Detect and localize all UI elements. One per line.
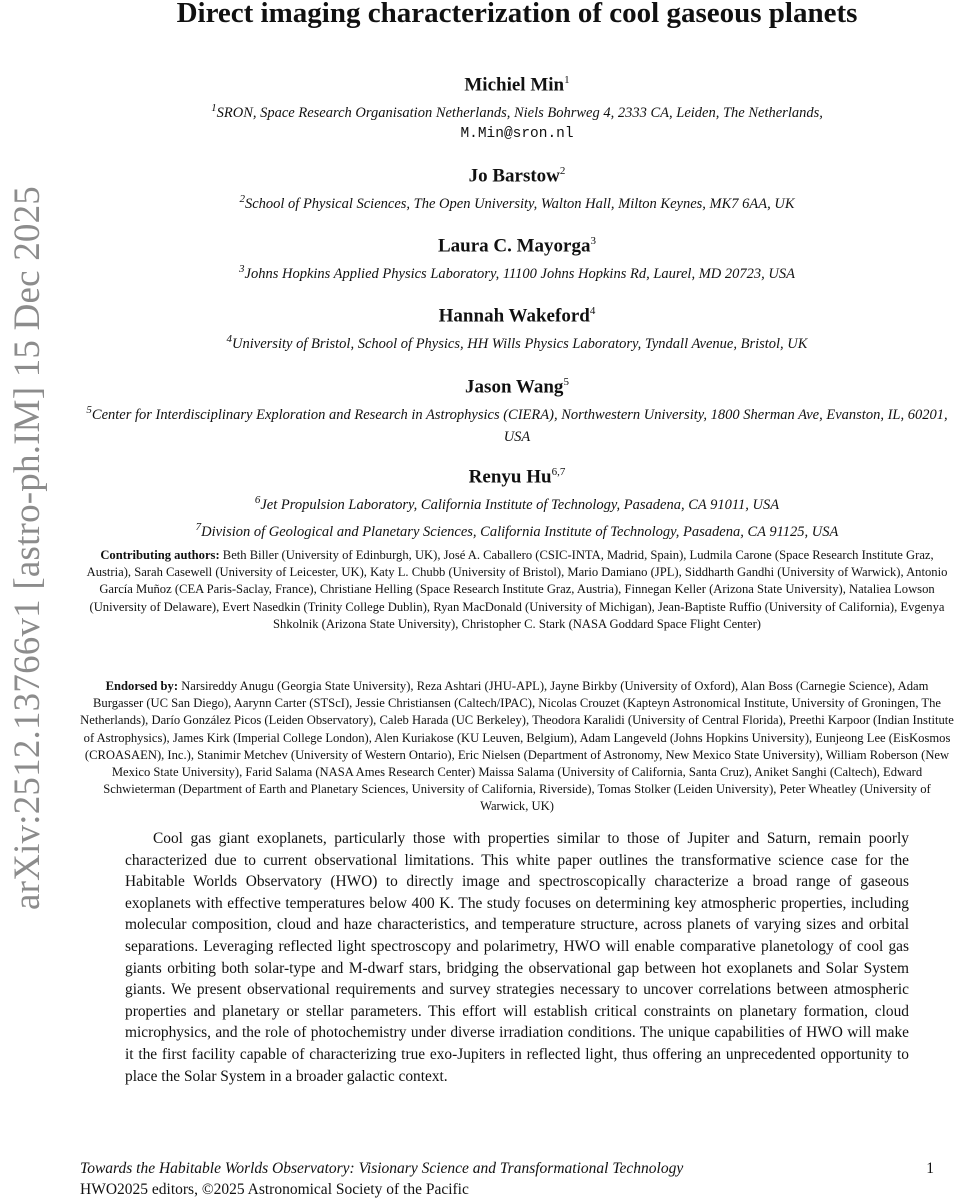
author-name: Jason Wang$^5$ (465, 376, 569, 398)
contributing-label: Contributing authors: (100, 548, 220, 562)
author-affiliation: $^3$Johns Hopkins Applied Physics Laboratory, 11100 Johns Hopkins Rd, Laurel, MD 20723, USA (239, 263, 795, 283)
author-block-min (80, 68, 954, 144)
endorsed-by (80, 678, 954, 816)
author-email[interactable]: M.Min@sron.nl (460, 126, 574, 143)
abstract: Cool gas giant exoplanets, particularly those with properties similar to those of Jupiter and Saturn, remain poorly characterized due to current observational limitations. This white paper outlines the transformative science case for the Habitable Worlds Observatory (HWO) to directly image and spectroscopically characterize a broad range of gaseous exoplanets with effective temperatures below 400 K. The study focuses on determining key atmospheric properties, including molecular composition, cloud and haze characteristics, and temperature structure, across planets of varying sizes and orbital separations. Leveraging reflected light spectroscopy and polarimetry, HWO will enable comparative planetology of cool gas giants orbiting both solar-type and M-dwarf stars, bridging the observational gap between hot exoplanets and Solar System giants. We present observational requirements and survey strategies necessary to uncover correlations between atmospheric properties and planetary or stellar parameters. This effort will establish critical constraints on planetary formation, cloud microphysics, and the role of photochemistry under diverse irradiation conditions. The unique capabilities of HWO will make it the first facility capable of characterizing true exo-Jupiters in reflected light, thus offering an unprecedented opportunity to place the Solar System in a broader galactic context. (125, 830, 909, 1085)
author-name: Laura C. Mayorga$^3$ (437, 235, 596, 257)
paper-title: Direct imaging characterization of cool gaseous planets (176, 0, 858, 29)
author-block-wang (80, 370, 954, 448)
endorsed-label: Endorsed by: (105, 679, 179, 693)
contributing-authors (80, 547, 954, 633)
author-block-hu (80, 460, 954, 543)
arxiv-identifier: arXiv:2512.13766v1 [astro-ph.IM] 15 Dec 2025 (7, 186, 48, 910)
author-name: Hannah Wakeford$^4$ (438, 305, 596, 327)
author-block-mayorga (80, 229, 954, 285)
author-block-barstow (80, 159, 954, 215)
endorsed-list: Narsireddy Anugu (Georgia State University), Reza Ashtari (JHU-APL), Jayne Birkby (University of Oxford), Alan Boss (Carnegie Science), Adam Burgasser (UC San Diego), Aarynn Carter (STScI), Jessie Christiansen (Caltech/IPAC), Nicolas Crouzet (Kapteyn Astronomical Institute, University of Groningen, The Netherlands), Darío González Picos (Leiden Observatory), Caleb Harada (UC Berkeley), Theodora Karalidi (University of Central Florida), Preethi Karpoor (Indian Institute of Astrophysics), James Kirk (Imperial College London), Alen Kuriakose (KU Leuven, Belgium), Adam Langeveld (Johns Hopkins University), Eunjeong Lee (EisKosmos (CROASAEN), Inc.), Stanimir Metchev (University of Western Ontario), Eric Nielsen (Department of Astronomy, New Mexico State University), William Roberson (New Mexico State University), Farid Salama (NASA Ames Research Center) Maissa Salama (University of California, Santa Cruz), Aniket Sanghi (Caltech), Edward Schwieterman (Department of Earth and Planetary Sciences, University of California, Riverside), Tomas Stolker (Leiden University), Peter Wheatley (University of Warwick, UK) (80, 679, 954, 814)
author-affiliation: $^2$School of Physical Sciences, The Open University, Walton Hall, Milton Keynes, MK7 6AA, UK (239, 193, 795, 213)
page-number: 1 (926, 1160, 934, 1177)
author-affiliation: $^1$SRON, Space Research Organisation Netherlands, Niels Bohrweg 4, 2333 CA, Leiden, The Netherlands, (211, 102, 823, 122)
author-affiliation: $^5$Center for Interdisciplinary Exploration and Research in Astrophysics (CIERA), Northwestern University, 1800 Sherman Ave, Evanston, IL, 60201, USA (86, 404, 948, 446)
author-affiliation: $^6$Jet Propulsion Laboratory, California Institute of Technology, Pasadena, CA 91011, USA (254, 494, 780, 514)
footer-series: Towards the Habitable Worlds Observatory: Visionary Science and Transformational Technology (80, 1160, 684, 1177)
author-affiliation: $^7$Division of Geological and Planetary Sciences, California Institute of Technology, Pasadena, CA 91125, USA (195, 521, 839, 540)
contributing-list: Beth Biller (University of Edinburgh, UK), José A. Caballero (CSIC-INTA, Madrid, Spain), Ludmila Carone (Space Research Institute Graz, Austria), Sarah Casewell (University of Leicester, UK), Katy L. Chubb (University of Bristol), Mario Damiano (JPL), Siddharth Gandhi (University of Warwick), Antonio García Muñoz (CEA Paris-Saclay, France), Christiane Helling (Space Research Institute Graz, Austria), Finnegan Keller (Arizona State University), Nataliea Lowson (University of Delaware), Evert Nasedkin (Trinity College Dublin), Ryan MacDonald (University of Michigan), Jean-Baptiste Ruffio (University of California), Evgenya Shkolnik (Arizona State University), Christopher C. Stark (NASA Goddard Space Flight Center) (86, 548, 948, 631)
author-block-wakeford (80, 299, 954, 355)
author-name: Renyu Hu$^{6,7}$ (468, 466, 566, 488)
author-affiliation: $^4$University of Bristol, School of Physics, HH Wills Physics Laboratory, Tyndall Avenue, Bristol, UK (226, 333, 808, 353)
author-name: Michiel Min$^1$ (464, 74, 570, 96)
footer-editors: HWO2025 editors, ©2025 Astronomical Society of the Pacific (80, 1181, 469, 1198)
page-footer (80, 1158, 954, 1200)
author-name: Jo Barstow$^2$ (468, 165, 566, 187)
